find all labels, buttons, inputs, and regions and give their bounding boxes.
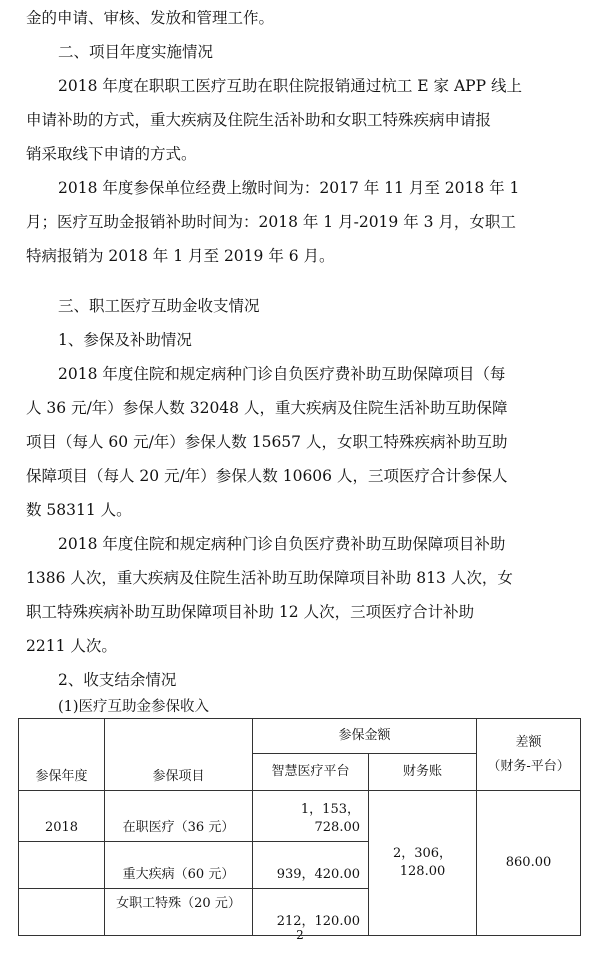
paragraph-line: 项目（每人 60 元/年）参保人数 15657 人，女职工特殊疾病补助互助	[26, 433, 508, 451]
cell-platform: 939，420.00	[253, 842, 369, 889]
header-year: 参保年度	[19, 719, 105, 791]
cell-year-empty	[19, 842, 105, 889]
table-caption: (1)医疗互助金参保收入	[58, 699, 210, 715]
header-item: 参保项目	[105, 719, 253, 791]
subsection-heading-1: 1、参保及补助情况	[58, 331, 192, 349]
header-amount-group: 参保金额	[253, 719, 477, 754]
paragraph-line: 1386 人次，重大疾病及住院生活补助互助保障项目补助 813 人次，女	[26, 569, 513, 587]
header-platform: 智慧医疗平台	[253, 754, 369, 791]
paragraph-line: 2018 年度住院和规定病种门诊自负医疗费补助互助保障项目（每	[58, 365, 506, 383]
paragraph-line: 人 36 元/年）参保人数 32048 人，重大疾病及住院生活补助互助保障	[26, 399, 508, 417]
cell-item: 女职工特殊（20 元）	[105, 889, 253, 936]
paragraph-line: 2018 年度住院和规定病种门诊自负医疗费补助互助保障项目补助	[58, 535, 506, 553]
cell-year: 2018	[19, 791, 105, 842]
cell-difference: 860.00	[477, 791, 581, 936]
paragraph-line: 金的申请、审核、发放和管理工作。	[26, 9, 275, 27]
paragraph-line: 申请补助的方式，重大疾病及住院生活补助和女职工特殊疾病申请报	[26, 111, 492, 129]
paragraph-line: 2211 人次。	[26, 637, 117, 655]
paragraph-line: 数 58311 人。	[26, 501, 132, 519]
fund-income-table	[18, 718, 581, 936]
header-difference	[477, 719, 581, 791]
cell-item: 重大疾病（60 元）	[105, 842, 253, 889]
paragraph-line: 月；医疗互助金报销补助时间为：2018 年 1 月-2019 年 3 月，女职工	[26, 213, 516, 231]
cell-item: 在职医疗（36 元）	[105, 791, 253, 842]
paragraph-line: 2018 年度参保单位经费上缴时间为：2017 年 11 月至 2018 年 1	[58, 179, 520, 197]
paragraph-line: 2018 年度在职职工医疗互助在职住院报销通过杭工 E 家 APP 线上	[58, 77, 522, 95]
header-finance: 财务账	[369, 754, 477, 791]
header-difference-line2: （财务-平台）	[487, 758, 570, 774]
subsection-heading-2: 2、收支结余情况	[58, 671, 177, 689]
table-row	[19, 791, 581, 842]
paragraph-line: 销采取线下申请的方式。	[26, 145, 197, 163]
header-difference-line1: 差额	[515, 734, 542, 750]
paragraph-line: 职工特殊疾病补助互助保障项目补助 12 人次，三项医疗合计补助	[26, 603, 475, 621]
table-header-row	[19, 719, 581, 754]
paragraph-line: 保障项目（每人 20 元/年）参保人数 10606 人，三项医疗合计参保人	[26, 467, 508, 485]
cell-finance-total: 2，306，128.00	[369, 791, 477, 936]
cell-platform: 212，120.00	[253, 889, 369, 936]
page-number: 2	[296, 928, 304, 942]
section-heading-3: 三、职工医疗互助金收支情况	[58, 297, 260, 315]
paragraph-line: 特病报销为 2018 年 1 月至 2019 年 6 月。	[26, 247, 335, 265]
section-heading-2: 二、项目年度实施情况	[58, 43, 214, 61]
cell-platform: 1，153，728.00	[253, 791, 369, 842]
